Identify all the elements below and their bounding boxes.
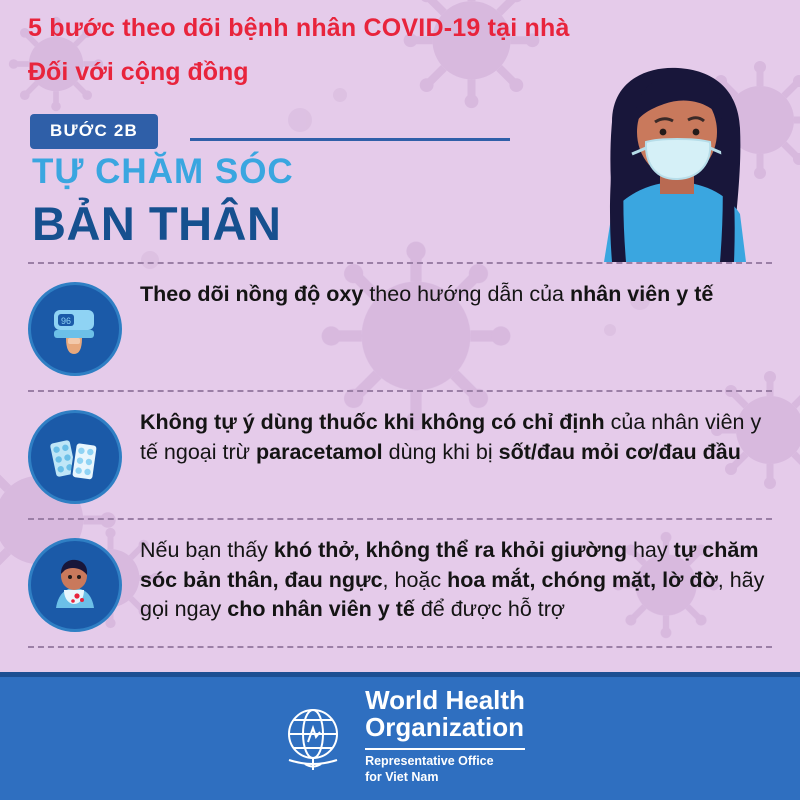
text-segment: dùng khi bị [382, 439, 499, 464]
who-rule [365, 748, 525, 750]
text-segment: hoa mắt, chóng mặt, lờ đờ [447, 567, 718, 592]
who-line1: World Health [365, 684, 525, 715]
who-emblem-icon [275, 698, 351, 774]
text-segment: Không tự ý dùng thuốc khi không có chỉ định [140, 410, 605, 434]
pill-blister-pack-icon [28, 410, 122, 504]
list-item-text [140, 406, 770, 467]
list-item [0, 520, 800, 646]
list-item [0, 392, 800, 518]
list-item [0, 264, 800, 390]
step-badge: BƯỚC 2B [30, 114, 158, 149]
list-divider-bottom [28, 646, 772, 648]
text-segment: để được hỗ trợ [414, 597, 565, 622]
who-wordmark [365, 684, 525, 785]
who-office-line2: for Viet Nam [365, 769, 439, 784]
text-segment: hay [626, 538, 674, 562]
text-segment: sốt/đau mỏi cơ/đau đầu [498, 439, 741, 464]
text-segment: theo hướng dẫn của [363, 282, 570, 306]
text-segment: , hoặc [382, 567, 448, 592]
person-chest-pain-icon [28, 538, 122, 632]
poster-footer [0, 672, 800, 800]
text-segment: của nhân viên y tế ngoại trừ [140, 410, 762, 464]
text-segment: paracetamol [255, 439, 383, 464]
steps-list [0, 262, 800, 648]
text-segment: khó thở, không thể ra khỏi giường [273, 538, 627, 562]
step-heading-line1: TỰ CHĂM SÓC [32, 152, 294, 191]
list-item-text [140, 534, 770, 625]
list-item-text [140, 278, 713, 310]
badge-divider [190, 138, 510, 141]
who-line2: Organization [365, 712, 524, 743]
text-segment: , hãy gọi ngay [140, 567, 765, 622]
who-office-line1: Representative Office [365, 753, 494, 768]
text-segment: Theo dõi nồng độ oxy [140, 282, 364, 306]
oximeter-reading: 96 [60, 316, 72, 326]
text-segment: nhân viên y tế [569, 282, 714, 306]
step-heading-line2: BẢN THÂN [32, 197, 282, 250]
text-segment: cho nhân viên y tế [227, 597, 415, 622]
poster-title-line1: 5 bước theo dõi bệnh nhân COVID-19 tại nhà [28, 14, 570, 42]
masked-woman-illustration [560, 62, 780, 262]
text-segment: tự chăm sóc bản thân, đau ngực [140, 538, 759, 592]
poster-title-line2: Đối với cộng đồng [28, 58, 249, 86]
pulse-oximeter-icon [28, 282, 122, 376]
text-segment: Nếu bạn thấy [140, 538, 274, 562]
